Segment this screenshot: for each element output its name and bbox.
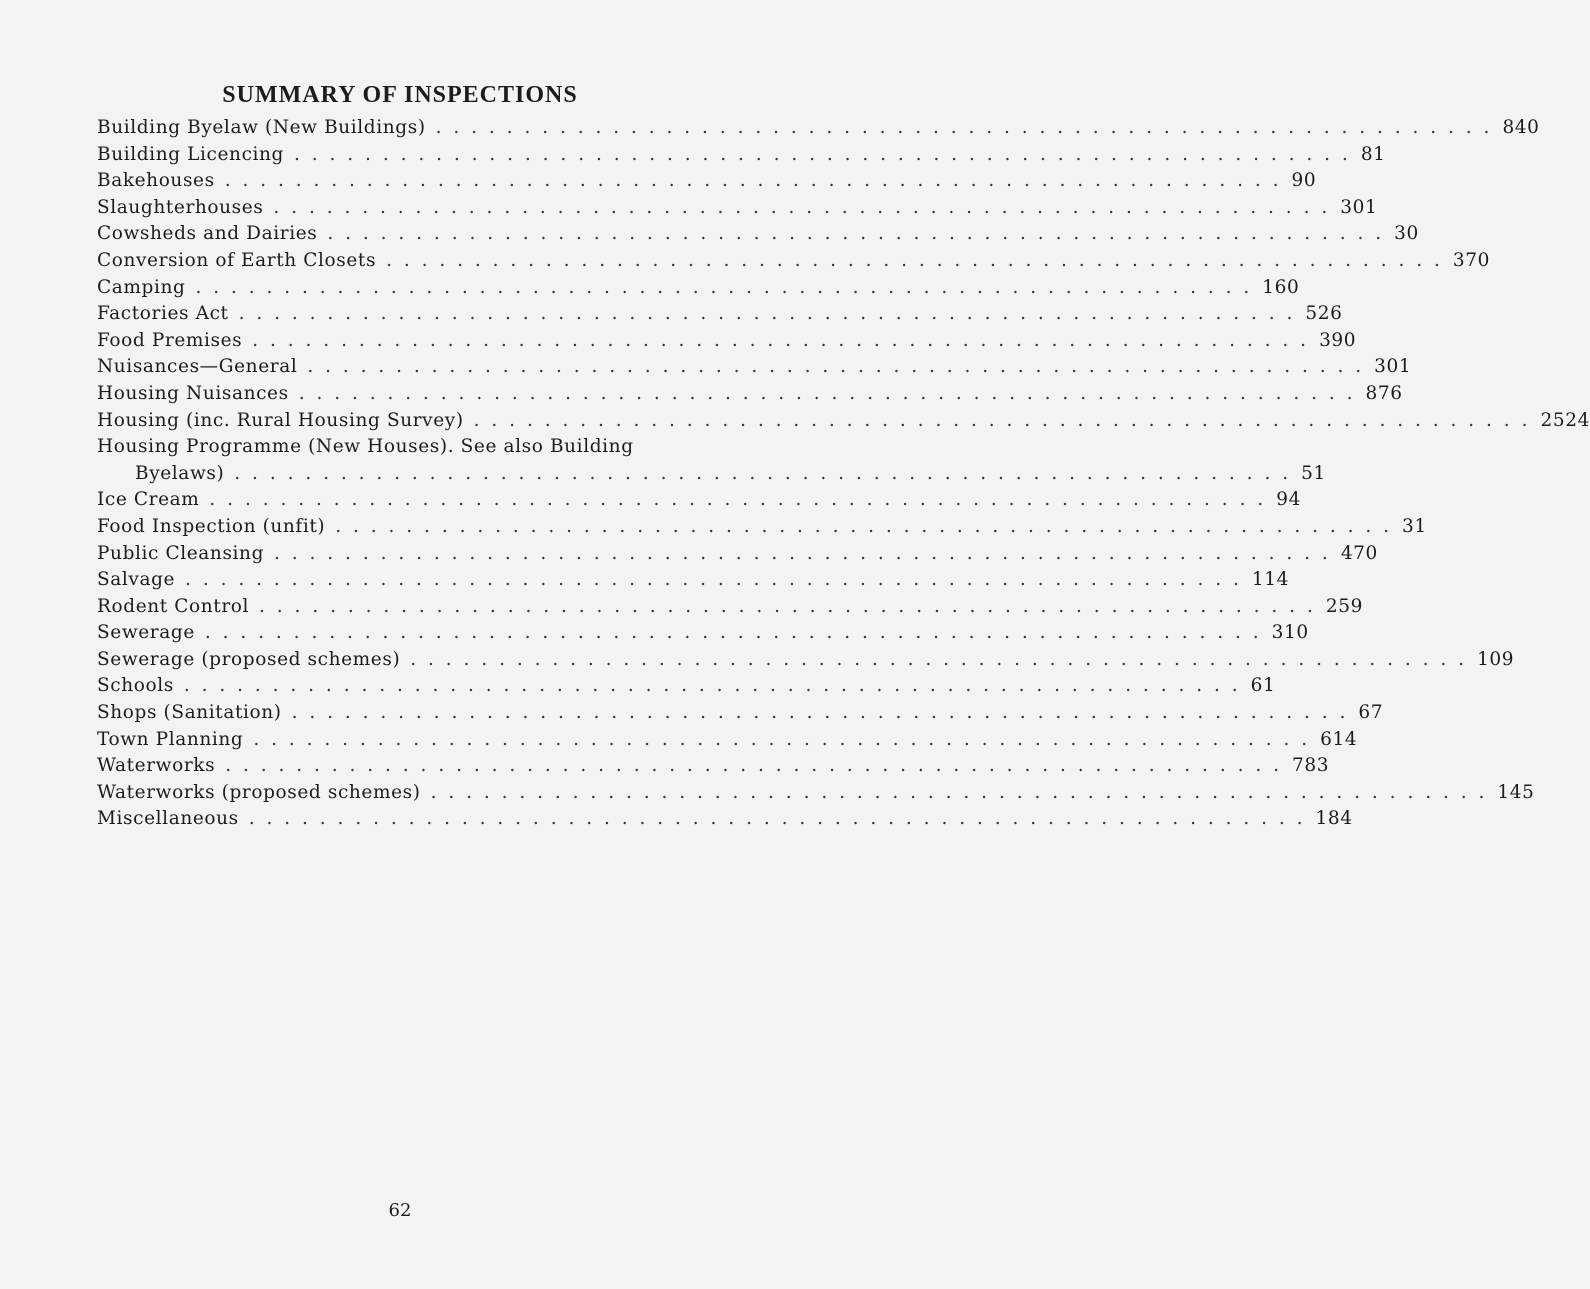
- row-value: 94: [1276, 489, 1301, 511]
- row-value: 301: [1374, 356, 1412, 378]
- row-label: Rodent Control: [97, 595, 250, 617]
- dot-leader: . . . . . . . . . . . . . . . . . . . . . . . . . . . . . . . . . . . . . . . . . . . . . . . . . . . . . . . . . . . .: [185, 569, 1242, 591]
- row-value: 67: [1358, 702, 1384, 724]
- row-label: Food Premises: [97, 329, 243, 351]
- table-row: [97, 303, 1343, 330]
- dot-leader: . . . . . . . . . . . . . . . . . . . . . . . . . . . . . . . . . . . . . . . . . . . . . . . . . . . . . . . . . . . .: [225, 755, 1282, 777]
- table-row: [97, 462, 1326, 490]
- table-row: [97, 276, 1300, 304]
- row-label: Sewerage (proposed schemes): [97, 648, 401, 670]
- row-label: Camping: [97, 276, 186, 298]
- row-label: Building Byelaw (New Buildings): [97, 117, 426, 138]
- dot-leader: . . . . . . . . . . . . . . . . . . . . . . . . . . . . . . . . . . . . . . . . . . . . . . . . . . . . . . . . . . . .: [298, 382, 1356, 404]
- table-row: [97, 436, 753, 463]
- dot-leader: . . . . . . . . . . . . . . . . . . . . . . . . . . . . . . . . . . . . . . . . . . . . . . . . . . . . . . . . . . . .: [291, 702, 1349, 724]
- row-label: Schools: [97, 675, 174, 697]
- row-value: 840: [1502, 117, 1540, 138]
- row-label: Housing Programme (New Houses). See also Building: [97, 436, 634, 458]
- dot-leader: . . . . . . . . . . . . . . . . . . . . . . . . . . . . . . . . . . . . . . . . . . . . . . . . . . . . . . . . . . . .: [183, 675, 1241, 697]
- row-value: 160: [1262, 276, 1300, 298]
- dot-leader: . . . . . . . . . . . . . . . . . . . . . . . . . . . . . . . . . . . . . . . . . . . . . . . . . . . . . . . . . . . .: [335, 515, 1393, 537]
- table-row: [97, 223, 1419, 250]
- table-row: [97, 728, 1358, 756]
- dot-leader: . . . . . . . . . . . . . . . . . . . . . . . . . . . . . . . . . . . . . . . . . . . . . . . . . . . . . . . . . . . .: [248, 808, 1306, 830]
- row-value: 526: [1305, 303, 1343, 325]
- table-row: [97, 170, 1317, 197]
- row-value: 614: [1320, 728, 1358, 750]
- table-row: [97, 808, 1353, 835]
- table-row: [97, 648, 1515, 676]
- dot-leader: . . . . . . . . . . . . . . . . . . . . . . . . . . . . . . . . . . . . . . . . . . . . . . . . . . . . . . . . . . . .: [386, 249, 1443, 271]
- table-row: [97, 409, 1590, 437]
- table-row: [97, 196, 1378, 224]
- table-row: [97, 382, 1403, 410]
- row-value: 783: [1291, 755, 1330, 777]
- row-value: 51: [1301, 462, 1326, 484]
- dot-leader: . . . . . . . . . . . . . . . . . . . . . . . . . . . . . . . . . . . . . . . . . . . . . . . . . . . . . . . . . . . .: [224, 170, 1282, 192]
- row-label: Nuisances—General: [97, 356, 298, 378]
- dot-leader: . . . . . . . . . . . . . . . . . . . . . . . . . . . . . . . . . . . . . . . . . . . . . . . . . . . . . . . . . . . .: [273, 196, 1331, 218]
- page-title: SUMMARY OF INSPECTIONS: [222, 82, 578, 108]
- row-label: Miscellaneous: [97, 808, 239, 830]
- row-label: Shops (Sanitation): [97, 702, 282, 724]
- row-label: Waterworks: [97, 755, 216, 777]
- table-row: [97, 542, 1378, 570]
- row-value: 470: [1340, 542, 1378, 564]
- row-value: 31: [1402, 515, 1427, 537]
- table-row: [97, 329, 1357, 357]
- row-value: 145: [1497, 781, 1535, 803]
- row-value: 114: [1251, 569, 1290, 591]
- table-row: [97, 356, 1412, 383]
- dot-leader: . . . . . . . . . . . . . . . . . . . . . . . . . . . . . . . . . . . . . . . . . . . . . . . . . . . . . . . . . . . .: [259, 595, 1316, 617]
- row-label: Salvage: [97, 569, 176, 591]
- row-value: 184: [1315, 808, 1353, 830]
- row-label: Housing (inc. Rural Housing Survey): [97, 409, 464, 431]
- row-label: Bakehouses: [97, 170, 215, 192]
- row-label: Ice Cream: [97, 489, 200, 511]
- row-value: 390: [1319, 329, 1357, 351]
- row-label: Food Inspection (unfit): [97, 515, 326, 537]
- dot-leader: . . . . . . . . . . . . . . . . . . . . . . . . . . . . . . . . . . . . . . . . . . . . . . . . . . . . . . . . . . . .: [238, 303, 1296, 325]
- dot-leader: . . . . . . . . . . . . . . . . . . . . . . . . . . . . . . . . . . . . . . . . . . . . . . . . . . . . . . . . . . . .: [307, 356, 1365, 378]
- row-value: 90: [1291, 170, 1317, 192]
- table-row: [97, 117, 1540, 144]
- row-label: Building Licencing: [97, 143, 285, 165]
- row-value: 301: [1340, 196, 1378, 218]
- row-value: 876: [1365, 382, 1403, 404]
- table-row: [97, 143, 1386, 171]
- dot-leader: . . . . . . . . . . . . . . . . . . . . . . . . . . . . . . . . . . . . . . . . . . . . . . . . . . . . . . . . . . . .: [473, 409, 1531, 431]
- table-row: [97, 569, 1290, 596]
- row-label: Waterworks (proposed schemes): [97, 781, 421, 803]
- table-row: [97, 622, 1309, 649]
- table-row: [97, 702, 1384, 729]
- dot-leader: . . . . . . . . . . . . . . . . . . . . . . . . . . . . . . . . . . . . . . . . . . . . . . . . . . . . . . . . . . . .: [430, 781, 1488, 803]
- row-value: 109: [1477, 648, 1515, 670]
- row-label: Cowsheds and Dairies: [97, 223, 318, 245]
- dot-leader: . . . . . . . . . . . . . . . . . . . . . . . . . . . . . . . . . . . . . . . . . . . . . . . . . . . . . . . . . . . .: [234, 462, 1292, 484]
- dot-leader: . . . . . . . . . . . . . . . . . . . . . . . . . . . . . . . . . . . . . . . . . . . . . . . . . . . . . . . . . . . .: [253, 728, 1311, 750]
- row-value: 61: [1250, 675, 1276, 697]
- row-value: 310: [1271, 622, 1309, 644]
- row-label: Public Cleansing: [97, 542, 265, 564]
- row-label: Conversion of Earth Closets: [97, 249, 377, 271]
- table-row: [97, 675, 1276, 702]
- row-label: Factories Act: [97, 303, 229, 325]
- dot-leader: . . . . . . . . . . . . . . . . . . . . . . . . . . . . . . . . . . . . . . . . . . . . . . . . . . . . . . . . . . . .: [274, 542, 1331, 564]
- dot-leader: . . . . . . . . . . . . . . . . . . . . . . . . . . . . . . . . . . . . . . . . . . . . . . . . . . . . . . . . . . . .: [204, 622, 1262, 644]
- dot-leader: . . . . . . . . . . . . . . . . . . . . . . . . . . . . . . . . . . . . . . . . . . . . . . . . . . . . . . . . . . . .: [410, 648, 1468, 670]
- dot-leader: . . . . . . . . . . . . . . . . . . . . . . . . . . . . . . . . . . . . . . . . . . . . . . . . . . . . . . . . . . . .: [195, 276, 1253, 298]
- row-value: 30: [1394, 223, 1419, 245]
- row-label: Byelaws): [135, 462, 225, 484]
- dot-leader: . . . . . . . . . . . . . . . . . . . . . . . . . . . . . . . . . . . . . . . . . . . . . . . . . . . . . . . . . . . .: [435, 117, 1493, 138]
- dot-leader: . . . . . . . . . . . . . . . . . . . . . . . . . . . . . . . . . . . . . . . . . . . . . . . . . . . . . . . . . . . .: [209, 489, 1267, 511]
- row-value: 2524: [1540, 409, 1590, 431]
- row-value: 81: [1360, 143, 1386, 165]
- table-row: [97, 489, 1301, 516]
- row-label: Sewerage: [97, 622, 195, 644]
- dot-leader: . . . . . . . . . . . . . . . . . . . . . . . . . . . . . . . . . . . . . . . . . . . . . . . . . . . . . . . . . . . .: [252, 329, 1310, 351]
- inspection-table: [97, 117, 1590, 835]
- dot-leader: . . . . . . . . . . . . . . . . . . . . . . . . . . . . . . . . . . . . . . . . . . . . . . . . . . . . . . . . . . . .: [327, 223, 1385, 245]
- page-number: 62: [388, 1200, 412, 1221]
- row-label: Town Planning: [97, 728, 244, 750]
- table-row: [97, 595, 1363, 623]
- row-label: Slaughterhouses: [97, 196, 264, 218]
- table-row: [97, 755, 1330, 782]
- row-value: 259: [1325, 595, 1363, 617]
- row-value: 370: [1452, 249, 1490, 271]
- table-row: [97, 781, 1535, 809]
- table-row: [97, 249, 1490, 277]
- row-label: Housing Nuisances: [97, 382, 289, 404]
- table-row: [97, 515, 1427, 543]
- dot-leader: . . . . . . . . . . . . . . . . . . . . . . . . . . . . . . . . . . . . . . . . . . . . . . . . . . . . . . . . . . . .: [294, 143, 1351, 165]
